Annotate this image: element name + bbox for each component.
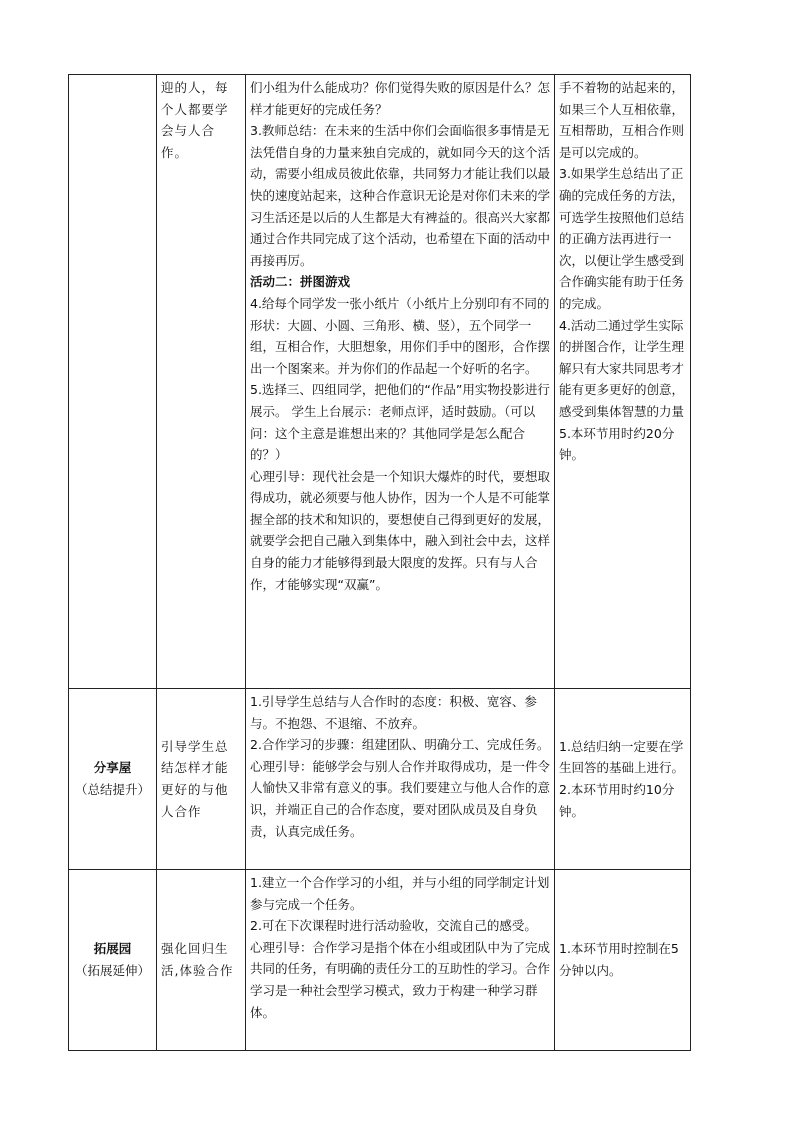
process-paragraph: 心理引导：合作学习是指个体在小组或团队中为了完成共同的任务，有明确的责任分工的互助性的学习。合作学习是一种社会型学习模式，致力于构建一种学习群体。 (250, 939, 551, 1020)
note-paragraph: 1.本环节用时控制在5分钟以内。 (559, 941, 679, 978)
activity-heading: 活动二：拼图游戏 (250, 274, 351, 290)
section-name: 拓展园 (93, 941, 132, 956)
goal-cell (157, 870, 246, 1051)
note-paragraph: 1.总结归纳一定要在学生回答的基础上进行。 (559, 738, 685, 776)
process-paragraph: 3.教师总结：在未来的生活中你们会面临很多事情是无法凭借自身的力量来独自完成的，就如同今天的这个活动，需要小组成员彼此依靠，共同努力才能让我们以最快的速度站起来，这种合作意识无论是对你们未来的学习生活还是以后的人生都是大有裨益的。很高兴大家都通过合作共同完成了这个活动，也希望在下面的活动中再接再厉。 (250, 123, 551, 268)
note-paragraph: 2.本环节用时约10分钟。 (559, 782, 675, 819)
goal-cell (157, 689, 246, 870)
notes-cell (555, 870, 691, 1051)
goal-text: 强化回归生活,体验合作 (161, 941, 234, 978)
process-cell (246, 689, 555, 870)
table-row (69, 75, 691, 689)
notes-cell (555, 689, 691, 870)
goal-text: 迎的人，每个人都要学会与人合作。 (161, 80, 229, 160)
section-cell (69, 689, 157, 870)
process-paragraph: 4.给每个同学发一张小纸片（小纸片上分别印有不同的形状：大圆、小圆、三角形、横、竖），五个同学一组，互相合作，大胆想象，用你们手中的图形，合作摆出一个图案来。并为你们的作品起一个好听的名字。 (250, 295, 551, 376)
note-paragraph: 5.本环节用时约20分钟。 (559, 425, 675, 463)
process-paragraph: 5.选择三、四组同学，把他们的“作品”用实物投影进行展示。 学生上台展示：老师点评，适时鼓励。（可以问：这个主意是谁想出来的？其他同学是怎么配合的？） (250, 382, 550, 463)
process-cell (246, 75, 555, 689)
section-cell (69, 75, 157, 689)
process-paragraph: 2.合作学习的步骤：组建团队、明确分工、完成任务。 (250, 737, 550, 753)
process-paragraph: 们小组为什么能成功？你们觉得失败的原因是什么？怎样才能更好的完成任务？ (250, 80, 551, 117)
process-paragraph: 心理引导：能够学会与别人合作并取得成功，是一件令人愉快又非常有意义的事。我们要建立与他人合作的意识，并端正自己的合作态度，要对团队成员及自身负责，认真完成任务。 (250, 758, 551, 839)
process-cell (246, 870, 555, 1051)
goal-text: 引导学生总结怎样才能更好的与他人合作 (161, 738, 229, 819)
goal-cell (157, 75, 246, 689)
note-paragraph: 手不着物的站起来的，如果三个人互相依靠，互相帮助，互相合作则是可以完成的。 (559, 80, 685, 160)
process-paragraph: 1.建立一个合作学习的小组，并与小组的同学制定计划参与完成一个任务。 (250, 875, 550, 912)
process-paragraph: 2.可在下次课程时进行活动验收，交流自己的感受。 (250, 918, 537, 934)
table-row (69, 870, 691, 1051)
process-paragraph: 1.引导学生总结与人合作时的态度：积极、宽容、参与。不抱怨、不退缩、不放弃。 (250, 694, 537, 731)
section-sub: （总结提升） (74, 782, 150, 797)
note-paragraph: 3.如果学生总结出了正确的完成任务的方法，可选学生按照他们总结的正确方法再进行一次，以便让学生感受到合作确实能有助于任务的完成。 (559, 166, 685, 311)
lesson-plan-table (68, 74, 691, 1051)
process-paragraph: 心理引导：现代社会是一个知识大爆炸的时代，要想取得成功，就必须要与他人协作，因为一个人是不可能掌握全部的技术和知识的，要想使自己得到更好的发展，就要学会把自己融入到集体中，融入到社会中去，这样自身的能力才能够得到最大限度的发挥。只有与人合作，才能够实现“双赢”。 (250, 468, 551, 592)
notes-cell (555, 75, 691, 689)
section-sub: （拓展延伸） (74, 963, 150, 978)
note-paragraph: 4.活动二通过学生实际的拼图合作，让学生理解只有大家共同思考才能有更多更好的创意，感受到集体智慧的力量 (559, 317, 685, 419)
table-row (69, 689, 691, 870)
section-cell (69, 870, 157, 1051)
section-name: 分享屋 (93, 760, 132, 775)
